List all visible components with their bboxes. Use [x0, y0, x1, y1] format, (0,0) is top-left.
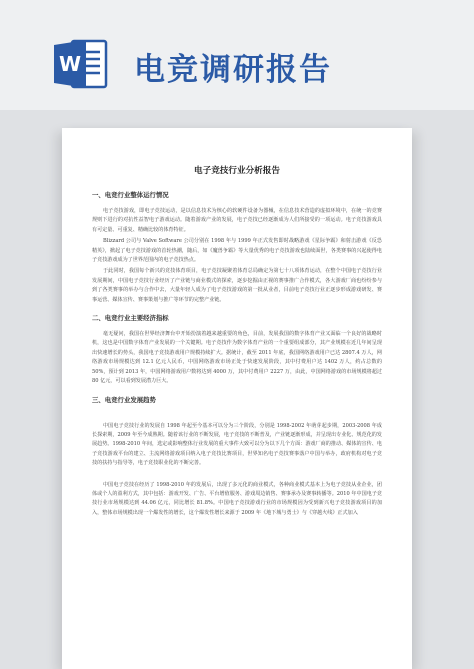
- section-heading: 三、电竞行业发展趋势: [92, 395, 156, 404]
- document-title: 电子竞技行业分析报告: [194, 166, 280, 176]
- paragraph: 于此同时，我国每个新兴的竞技体育项目，电子竞技凝聚着体育总局确定为第七十八项体育运动，在整个中国电子竞技行业发展期间，中国电子竞技行业经历了产业链与商业模式的探索，逐步挖掘由正视的赛事推广合作模式，各大游戏厂商也纷纷参与到了各类赛事的举办与合作中去，大量年轻人成为了电子竞技游戏的第一批从业者，目前电子竞技行业正逐步形成游戏研发、赛事运营、媒体宣传、赛事策划与推广等环节的完整产业链。: [92, 268, 382, 303]
- paragraph: 中国电子竞技在经历了 1998-2010 年的发展后，出现了多元化的商业模式，各种商业模式基本上为电子竞技从业企业，团体或个人的盈利方式，其中包括：游戏开发、广告、平台增值服务、游戏周边销售、赛事承办及赛事转播等。2010 年中国电子竞技行业市场规模达到 44.06 亿元，同比增长 81.8%。中国电子竞技游戏行业的市场规模因为受到新兴电子竞技游戏项目的加入，整体市场规模出现一个爆发性的增长，这个爆发性增长来源于 2009 年《地下城与勇士》与《穿越火线》正式加入: [92, 481, 382, 516]
- svg-text:W: W: [58, 52, 82, 76]
- paragraph: 电子竞技游戏，即电子竞技运动，是以信息技术为核心的软硬件设备为器械，在信息技术营造的虚拟环境中，在统一的竞赛规则下进行的对抗性益智电子游戏运动。随着游戏产业的发展，电子竞技已经逐渐成为人们所接受的一项运动。电子竞技游戏具有可定量、可重复、精确比较的体育特征。: [92, 208, 382, 233]
- banner-title: 电竞调研报告: [134, 52, 332, 88]
- word-document-icon: [52, 38, 110, 90]
- section-heading: 二、电竞行业主要经济指标: [92, 314, 169, 323]
- paragraph: 毫无疑问，我国在世界经济舞台中开始扮演着越来越重要的角色，目前，发展我国的数字体育产业又面临一个良好的战略时机，这也是中国数字体育产业发展的一个关键期。电子竞技作为数字体育产业的一个重要组成部分，其产业规模在近几年间呈现出快速增长的势头，我国电子竞技游戏用户规模持续扩大。据统计，截至 2011 年底，我国网络游戏用户已达 2807.4 万人，网络游戏市场规模达到 12.1 亿元人民币，中国网络游戏市场正处于快速发展阶段，其中付费用户达 1402 万人，约占总数的 50%，预计到 2013 年，中国网络游戏用户数将达到 4000 万，其中付费用户 2227 万，由此，中国网络游戏的市场规模将超过 80 亿元，可以看到发展潜力巨大。: [92, 331, 382, 385]
- spacer: [92, 412, 382, 422]
- document-page: [62, 128, 412, 669]
- section-heading: 一、电竞行业整体运行情况: [92, 191, 169, 199]
- paragraph: Blizzard 公司与 Valve Software 公司分别在 1998 年与 1999 年正式发售即时战略游戏《星际争霸》和射击游戏《反恐精英》，掀起了电子竞技游戏的首轮热潮，随后，如《魔兽争霸》等大量优秀的电子竞技游戏也陆续面世，各类赛事的兴起使得电子竞技游戏成为了世界范围内的电子竞技热点。: [92, 238, 382, 264]
- spacer: [92, 471, 382, 481]
- header-banner: [0, 0, 474, 110]
- paragraph: 中国电子竞技行业的发展自 1998 年起至今基本可以分为三个阶段，分别是 1998-2002 年萌芽起步期，2003-2008 年成长探索期，2009 年至今成熟期。随着该行业的不断发展，电子竞技的不断普及，产业链逐渐形成，并呈现出专业化、规范化的发展趋势。1998-2010 年间，选定或影响整体行业发展的重大事件大致可以分为以下几个方面：游戏厂商的推动、媒体的宣传、电子竞技游戏平台的建立、主流网络游戏项目纳入电子竞技比赛项目，世界知名电子竞技赛事落户中国与举办，政府机构对电子竞技的扶持与指导等，电子竞技职业化的不断完善。: [92, 422, 382, 467]
